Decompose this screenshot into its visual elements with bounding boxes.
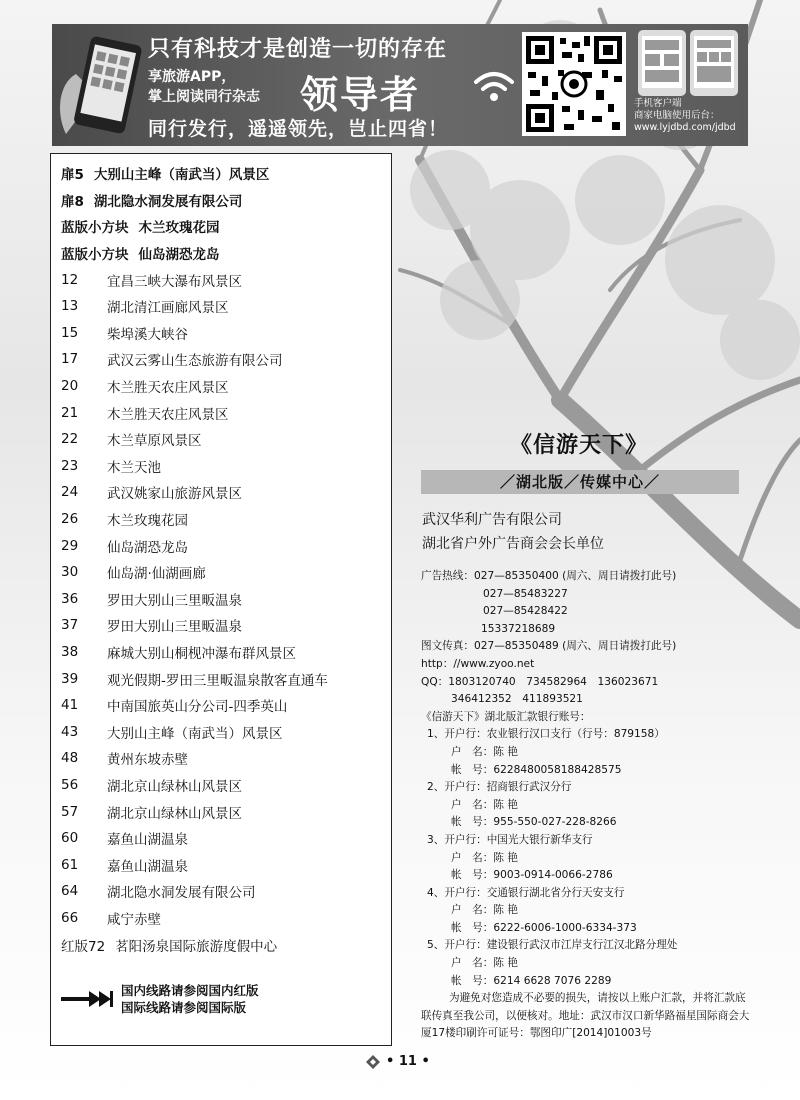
index-page-number: 扉8 [61,193,84,210]
info-line: 图文传真：027—85350489 (周六、周日请拨打此号) [421,640,677,653]
bank-line: 帐 号：6228480058188428575 [451,763,622,776]
index-entry-name: 湖北京山绿林山风景区 [107,778,242,795]
index-page-number: 12 [61,271,79,288]
index-page-number: 60 [61,830,79,847]
index-entry-name: 木兰玫瑰花园 [138,220,220,237]
info-line: QQ：1803120740 734582964 136023671 [421,675,659,688]
index-page-number: 41 [61,697,79,714]
banner-slogan: 只有科技才是创造一切的存在 [148,37,448,62]
bank-line: 帐 号：6214 6628 7076 2289 [451,974,612,987]
index-entry-name: 湖北清江画廊风景区 [107,300,229,317]
index-page-number: 15 [61,324,79,341]
index-row [61,240,381,267]
index-row [61,612,381,639]
banner-app-name: 享旅游APP， [148,69,236,85]
index-page-number: 扉5 [61,167,84,184]
index-page-number: 30 [61,564,79,581]
index-row [61,639,381,666]
route-note [61,982,259,1016]
wifi-signal-icon [472,68,516,104]
index-entry-name: 仙岛湖·仙湖画廊 [107,566,206,583]
bank-line: 1、开户行：农业银行汉口支行（行号：879158） [427,728,665,741]
index-page-number: 红版72 [61,938,106,955]
magazine-title: 《信游天下》 [510,432,649,458]
international-route-note: 国际线路请参阅国际版 [121,1000,247,1015]
index-row [61,399,381,426]
bank-line: 2、开户行：招商银行武汉分行 [427,781,572,794]
index-row [61,506,381,533]
app-ad-banner [52,24,748,146]
index-page-number: 37 [61,617,79,634]
index-entry-name: 湖北隐水洞发展有限公司 [93,193,243,210]
domestic-route-note: 国内线路请参阅国内红版 [121,983,259,998]
index-page-number: 蓝版小方块 [61,220,129,237]
bank-line: 户 名：陈 艳 [451,745,518,758]
banner-client-label: 手机客户端 [634,98,682,109]
index-row [61,878,381,905]
bank-line: 户 名：陈 艳 [451,904,518,917]
index-row [61,293,381,320]
index-row [61,931,381,958]
index-entry-name: 咸宁赤壁 [107,911,161,928]
index-entry-name: 大别山主峰（南武当）风景区 [93,167,270,184]
index-page-number: 57 [61,803,79,820]
index-row [61,718,381,745]
index-entry-name: 木兰胜天农庄风景区 [107,380,229,397]
section-bar: ／湖北版／传媒中心／ [421,470,739,494]
banner-read-text: 掌上阅读同行杂志 [148,89,260,105]
diamond-logo-icon [366,1055,380,1069]
double-arrow-icon [61,990,113,1008]
info-line: 027—85483227 [483,587,568,600]
index-entry-name: 武汉云雾山生态旅游有限公司 [107,353,283,370]
index-page-number: 36 [61,590,79,607]
bank-line: 帐 号：955-550-027-228-8266 [451,816,617,829]
bank-line: 5、开户行：建设银行武汉市江岸支行江汉北路分理处 [427,939,678,952]
banner-backend-url[interactable]: www.lyjdbd.com/jdbd [634,122,736,133]
index-entry-name: 观光假期-罗田三里畈温泉散客直通车 [107,672,328,689]
index-row [61,373,381,400]
index-entry-name: 黄州东坡赤壁 [107,752,188,769]
index-page-number: 24 [61,484,79,501]
page-number-footer [366,1054,430,1069]
info-line: 《信游天下》湖北版汇款银行账号： [421,710,591,723]
index-entry-name: 仙岛湖恐龙岛 [107,539,188,556]
bank-line: 4、开户行：交通银行湖北省分行天安支行 [427,886,625,899]
index-page-number: 39 [61,670,79,687]
advertiser-index-list [61,160,381,958]
index-row [61,213,381,240]
app-screens-icon [634,28,742,98]
index-row [61,586,381,613]
index-page-number: 66 [61,909,79,926]
index-entry-name: 仙岛湖恐龙岛 [138,247,220,264]
index-page-number: 21 [61,404,79,421]
qr-code-icon[interactable] [522,32,626,136]
index-row [61,745,381,772]
index-entry-name: 木兰草原风景区 [107,433,202,450]
index-row [61,772,381,799]
index-entry-name: 湖北京山绿林山风景区 [107,805,242,822]
index-row [61,160,381,187]
index-row [61,346,381,373]
bank-line: 户 名：陈 艳 [451,798,518,811]
index-row [61,453,381,480]
index-row [61,905,381,932]
info-line: 广告热线：027—85350400 (周六、周日请拨打此号) [421,570,677,582]
banner-leader-text: 领导者 [300,72,421,117]
index-row [61,851,381,878]
index-entry-name: 罗田大别山三里畈温泉 [107,592,242,609]
banner-client-info [634,98,746,134]
index-row [61,559,381,586]
advertiser-index-box [50,153,392,1046]
index-row [61,187,381,214]
index-entry-name: 木兰天池 [107,459,161,476]
company-title: 湖北省户外广告商会会长单位 [422,536,604,552]
index-page-number: 22 [61,431,79,448]
index-row [61,426,381,453]
index-page-number: 43 [61,723,79,740]
index-entry-name: 宜昌三峡大瀑布风景区 [107,273,242,290]
bank-line: 户 名：陈 艳 [451,851,518,864]
contact-info [421,568,751,1043]
website-link[interactable]: http：//www.zyoo.net [421,657,535,670]
index-page-number: 29 [61,537,79,554]
index-row [61,692,381,719]
index-row [61,479,381,506]
info-line: 15337218689 [481,622,556,635]
index-entry-name: 湖北隐水洞发展有限公司 [107,885,256,902]
index-row [61,825,381,852]
closing-paragraph: 为避免对您造成不必要的损失，请按以上账户汇款，并将汇款底联传真至我公司，以便核对。地址：武汉市汉口新华路福星国际商会大厦17楼印刷许可证号：鄂图印广[2014]01003号 [421,992,750,1040]
index-entry-name: 柴埠溪大峡谷 [107,326,188,343]
index-row [61,266,381,293]
banner-tagline: 同行发行，遥遥领先，岂止四省！ [148,118,449,140]
index-row [61,532,381,559]
index-page-number: 48 [61,750,79,767]
index-entry-name: 木兰玫瑰花园 [107,513,188,530]
index-page-number: 13 [61,298,79,315]
index-entry-name: 中南国旅英山分公司-四季英山 [107,699,288,716]
index-row [61,798,381,825]
index-page-number: 17 [61,351,79,368]
index-page-number: 61 [61,856,79,873]
index-entry-name: 茗阳汤泉国际旅游度假中心 [115,938,278,955]
index-entry-name: 嘉鱼山湖温泉 [107,832,188,849]
index-page-number: 38 [61,643,79,660]
bank-line: 帐 号：9003-0914-0066-2786 [451,869,613,882]
index-entry-name: 嘉鱼山湖温泉 [107,858,188,875]
index-entry-name: 武汉姚家山旅游风景区 [107,486,242,503]
company-name: 武汉华利广告有限公司 [422,512,562,528]
bank-line: 户 名：陈 艳 [451,957,518,970]
smartphone-in-hand-icon [56,34,144,144]
index-page-number: 26 [61,511,79,528]
bank-line: 帐 号：6222-6006-1000-6334-373 [451,921,637,934]
index-page-number: 64 [61,883,79,900]
index-page-number: 蓝版小方块 [61,247,129,264]
info-line: 027—85428422 [483,605,568,618]
index-page-number: 20 [61,378,79,395]
bank-line: 3、开户行：中国光大银行新华支行 [427,833,593,846]
index-entry-name: 麻城大别山桐枧冲瀑布群风景区 [107,645,296,662]
index-row [61,320,381,347]
banner-backend-label: 商家电脑使用后台： [634,110,720,121]
info-line: 346412352 411893521 [451,693,583,706]
index-row [61,665,381,692]
index-entry-name: 大别山主峰（南武当）风景区 [107,725,283,742]
index-page-number: 23 [61,457,79,474]
index-entry-name: 木兰胜天农庄风景区 [107,406,229,423]
page-number: • 11 • [386,1054,430,1069]
index-entry-name: 罗田大别山三里畈温泉 [107,619,242,636]
index-page-number: 56 [61,776,79,793]
